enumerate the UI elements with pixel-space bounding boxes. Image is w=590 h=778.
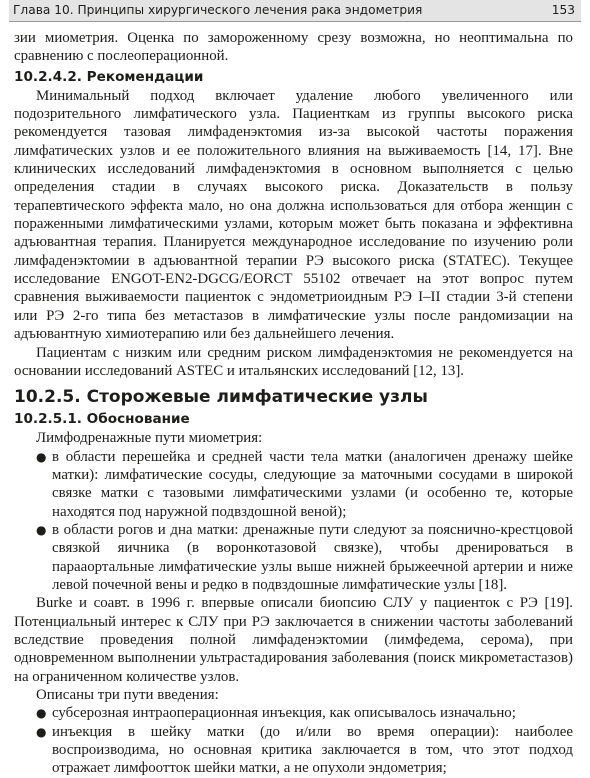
- bullet-list: [14, 704, 573, 777]
- chapter-title: Глава 10. Принципы хирургического лечения рака эндометрия: [13, 3, 423, 17]
- list-lead: Лимфодренажные пути миометрия:: [36, 430, 263, 447]
- bullet-list: [14, 448, 573, 595]
- page-number: 153: [551, 3, 575, 17]
- list-item: [36, 704, 573, 722]
- list-item: [36, 448, 573, 521]
- section-heading-10-2-5: 10.2.5. Сторожевые лимфатические узлы: [14, 387, 428, 408]
- bullet-dot-icon: ●: [36, 706, 47, 721]
- list-item: [36, 521, 573, 594]
- running-header: [9, 0, 581, 22]
- paragraph: Пациентам с низким или средним риском лимфаденэктомия не рекомендуется на основании исследований ASTEC и итальянских исследований [12, 13].: [14, 344, 573, 379]
- list-item-text: субсерозная интраоперационная инъекция, как описывалось изначально;: [52, 705, 516, 722]
- subsection-heading-10-2-4-2: 10.2.4.2. Рекомендации: [14, 68, 204, 85]
- list-item-text: в области рогов и дна матки: дренажные пути следуют за пояснично-крестцовой связкой яичника (в воронкотазовой связке), чтобы дренироваться в парааортальные лимфатические узлы выше нижней брыжеечной артерии и ниже левой почечной вены и редко в подвздошные лимфатические узлы [18].: [52, 521, 573, 593]
- page-body: [14, 29, 573, 778]
- paragraph: Burke и соавт. в 1996 г. впервые описали биопсию СЛУ у пациенток с РЭ [19]. Потенциальный интерес к СЛУ при РЭ заключается в снижении частоты заболеваний вследствие проведения полной лимфаденэктомии (лимфедема, серома), при одновременном выполнении ультрастадирования заболевания (поиск микрометастазов) на ограниченном количестве узлов.: [14, 595, 573, 685]
- list-lead: Описаны три пути введения:: [36, 687, 219, 703]
- paragraph: Минимальный подход включает удаление любого увеличенного или подозрительного лимфатического узла. Пациенткам из группы высокого риска рекомендуется тазовая лимфаденэктомия из-за высокой частоты поражения лимфатических узлов и ее положительного влияния на выживаемость [14, 17]. Вне клинических исследований лимфаденэктомия в основном выполняется с целью определения стадии в случаях высокого риска. Доказательств в пользу терапевтического эффекта мало, но она должна использоваться для отбора женщин с пораженными лимфатическими узлами, которым может быть показана и эффективна адъювантная терапия. Планируется международное исследование по изучению роли лимфаденэктомии в адъювантной терапии РЭ высокого риска (STATEC). Текущее исследование ENGOT-EN2-DGCG/EORCT 55102 отвечает на этот вопрос путем сравнения выживаемости пациенток с эндометриоидным РЭ I–II стадии 3-й степени или РЭ 2-го типа без метастазов в лимфатические узлы после рандомизации на адъювантную химиотерапию или без дальнейшего лечения.: [14, 87, 573, 343]
- continued-paragraph: зии миометрия. Оценка по замороженному срезу возможна, но неоптимальна по сравнению с послеоперационной.: [14, 30, 573, 65]
- list-item: [36, 723, 573, 778]
- subsection-heading-10-2-5-1: 10.2.5.1. Обоснование: [14, 411, 190, 428]
- bullet-dot-icon: ●: [36, 522, 47, 537]
- bullet-dot-icon: ●: [36, 449, 47, 464]
- list-item-text: инъекция в шейку матки (до и/или во время операции): наиболее воспроизводима, но основная критика заключается в том, что этот подход отражает лимфоотток шейки матки, а не опухоли эндометрия;: [52, 723, 573, 777]
- list-item-text: в области перешейка и средней части тела матки (аналогичен дренажу шейке матки): лимфатические сосуды, следующие за маточными сосудами в широкой связке матки с тазовыми лимфатическими узлами (и особенно те, которые находятся под наружной подвздошной веной);: [52, 448, 573, 520]
- bullet-dot-icon: ●: [36, 724, 47, 739]
